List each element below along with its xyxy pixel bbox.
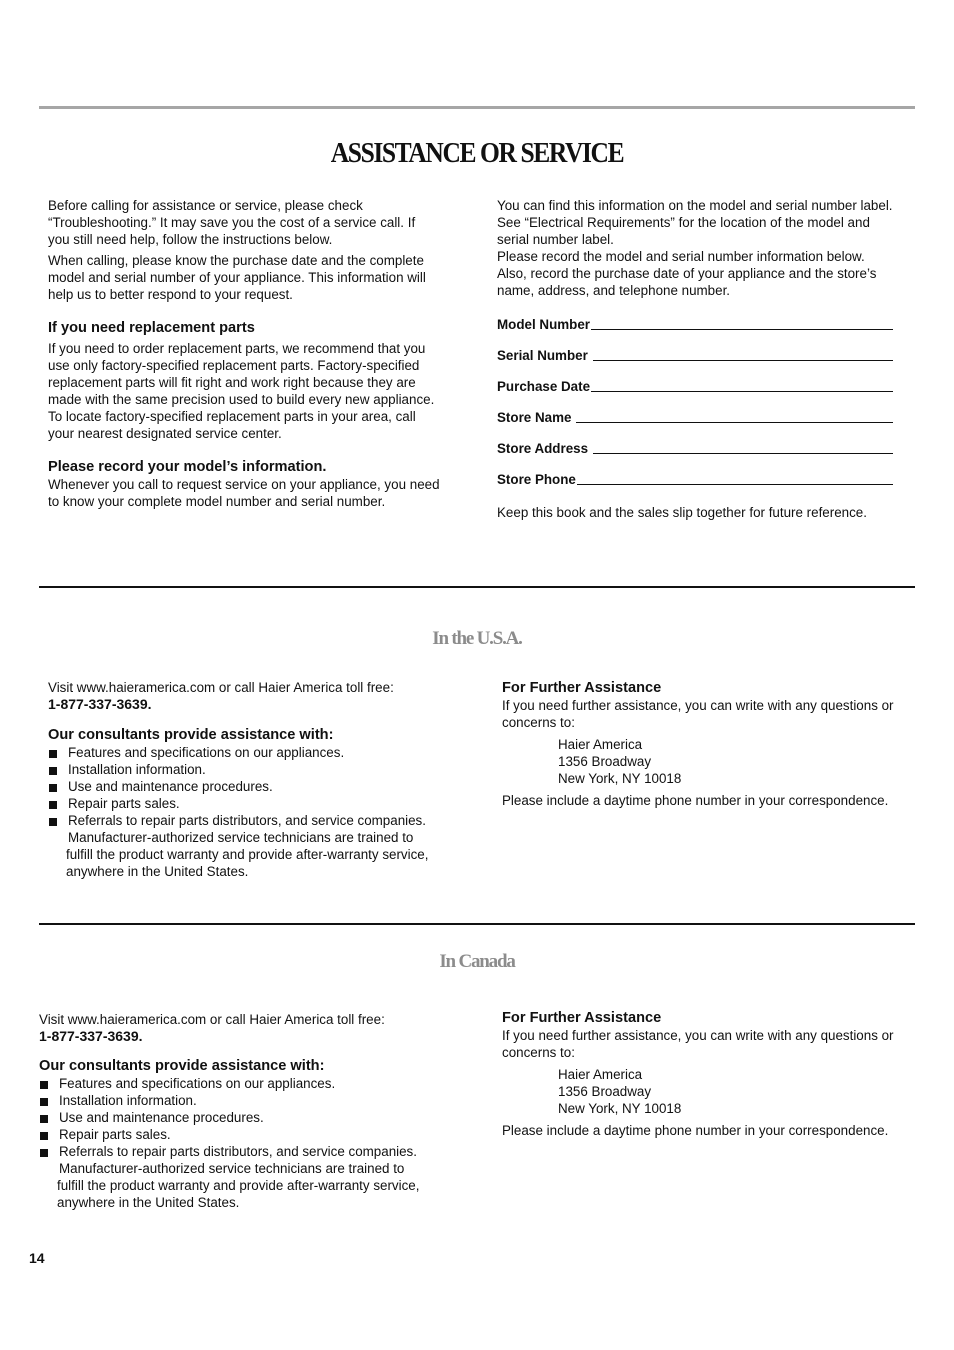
- address-line-2: 1356 Broadway: [558, 754, 652, 769]
- canada-technicians-line-3: anywhere in the United States.: [57, 1195, 240, 1210]
- store-name-field[interactable]: [497, 409, 893, 426]
- usa-left-column: [48, 679, 448, 880]
- intro-right-column: [497, 197, 893, 299]
- intro-paragraph-2: When calling, please know the purchase date and the complete model and serial number of your appliance. This information will help us to better respond to your request.: [48, 253, 426, 302]
- address-line-3: New York, NY 10018: [558, 771, 682, 786]
- store-address-line[interactable]: [593, 453, 893, 454]
- list-item: Features and specifications on our appliances.: [39, 1075, 439, 1092]
- canada-mailing-address: [502, 1066, 894, 1117]
- address-line-2: 1356 Broadway: [558, 1084, 652, 1099]
- record-instructions-text: Please record the model and serial number information below. Also, record the purchase date of your appliance and the store’s name, address, and telephone number.: [497, 249, 877, 298]
- canada-technicians-line-2: fulfill the product warranty and provide after-warranty service,: [57, 1178, 420, 1193]
- usa-divider: [39, 586, 915, 588]
- list-item: Features and specifications on our appliances.: [48, 744, 448, 761]
- intro-paragraph-1: Before calling for assistance or service, please check “Troubleshooting.” It may save you the cost of a service call. If you still need help, follow the instructions below.: [48, 198, 416, 247]
- usa-right-column: [502, 679, 894, 809]
- serial-number-label: Serial Number: [497, 348, 592, 363]
- replacement-parts-text: If you need to order replacement parts, we recommend that you use only factory-specified replacement parts. Factory-specified replacement parts will fit right and work right because they are made with the same precision used to build every new appliance. To locate factory-specified replacement parts in your area, call your nearest designated service center.: [48, 341, 435, 441]
- page-number: 14: [29, 1250, 45, 1266]
- usa-daytime-phone-note: Please include a daytime phone number in your correspondence.: [502, 793, 889, 808]
- model-number-field[interactable]: [497, 316, 893, 333]
- address-line-1: Haier America: [558, 737, 643, 752]
- model-number-label: Model Number: [497, 317, 590, 332]
- canada-consultants-heading: Our consultants provide assistance with:: [39, 1058, 325, 1074]
- canada-phone-number: 1-877-337-3639.: [39, 1028, 143, 1044]
- canada-further-assistance-text: If you need further assistance, you can write with any questions or concerns to:: [502, 1028, 894, 1060]
- store-phone-line[interactable]: [577, 484, 893, 485]
- usa-section-title: In the U.S.A.: [432, 628, 522, 649]
- canada-visit-text: Visit www.haieramerica.com or call Haier America toll free:: [39, 1012, 385, 1027]
- model-number-line[interactable]: [591, 329, 893, 330]
- intro-left-column: [48, 197, 440, 510]
- list-item: Installation information.: [48, 761, 448, 778]
- canada-assistance-list: [39, 1075, 439, 1160]
- page-title: ASSISTANCE OR SERVICE: [330, 137, 624, 169]
- store-address-label: Store Address: [497, 441, 592, 456]
- canada-further-assistance-heading: For Further Assistance: [502, 1010, 662, 1026]
- list-item: Repair parts sales.: [39, 1126, 439, 1143]
- top-divider: [39, 106, 915, 109]
- purchase-date-label: Purchase Date: [497, 379, 591, 394]
- address-line-3: New York, NY 10018: [558, 1101, 682, 1116]
- canada-right-column: [502, 1009, 894, 1139]
- canada-daytime-phone-note: Please include a daytime phone number in your correspondence.: [502, 1123, 889, 1138]
- canada-technicians-line-1: Manufacturer-authorized service technicians are trained to: [59, 1161, 405, 1176]
- keep-book-note: Keep this book and the sales slip together for future reference.: [497, 505, 867, 520]
- address-line-1: Haier America: [558, 1067, 643, 1082]
- usa-technicians-line-3: anywhere in the United States.: [66, 864, 249, 879]
- serial-number-field[interactable]: [497, 347, 893, 364]
- canada-section-title: In Canada: [439, 951, 515, 972]
- list-item: Referrals to repair parts distributors, and service companies.: [39, 1143, 439, 1160]
- canada-divider: [39, 923, 915, 925]
- usa-further-assistance-text: If you need further assistance, you can write with any questions or concerns to:: [502, 698, 894, 730]
- record-info-heading: Please record your model’s information.: [48, 459, 327, 475]
- list-item: Installation information.: [39, 1092, 439, 1109]
- purchase-date-line[interactable]: [591, 391, 893, 392]
- usa-phone-number: 1-877-337-3639.: [48, 696, 152, 712]
- record-info-text: Whenever you call to request service on your appliance, you need to know your complete model number and serial number.: [48, 477, 440, 509]
- list-item: Use and maintenance procedures.: [48, 778, 448, 795]
- usa-assistance-list: [48, 744, 448, 829]
- usa-visit-text: Visit www.haieramerica.com or call Haier America toll free:: [48, 680, 394, 695]
- list-item: Referrals to repair parts distributors, and service companies.: [48, 812, 448, 829]
- store-name-line[interactable]: [576, 422, 893, 423]
- purchase-date-field[interactable]: [497, 378, 893, 395]
- label-location-text: You can find this information on the model and serial number label. See “Electrical Requirements” for the location of the model and serial number label.: [497, 198, 893, 247]
- canada-left-column: [39, 1011, 439, 1211]
- replacement-parts-heading: If you need replacement parts: [48, 320, 255, 336]
- store-name-label: Store Name: [497, 410, 576, 425]
- store-phone-field[interactable]: [497, 471, 893, 488]
- serial-number-line[interactable]: [593, 360, 893, 361]
- list-item: Repair parts sales.: [48, 795, 448, 812]
- usa-further-assistance-heading: For Further Assistance: [502, 680, 662, 696]
- list-item: Use and maintenance procedures.: [39, 1109, 439, 1126]
- usa-technicians-line-2: fulfill the product warranty and provide after-warranty service,: [66, 847, 429, 862]
- usa-consultants-heading: Our consultants provide assistance with:: [48, 727, 334, 743]
- store-phone-label: Store Phone: [497, 472, 576, 487]
- store-address-field[interactable]: [497, 440, 893, 457]
- usa-mailing-address: [502, 736, 894, 787]
- usa-technicians-line-1: Manufacturer-authorized service technicians are trained to: [68, 830, 414, 845]
